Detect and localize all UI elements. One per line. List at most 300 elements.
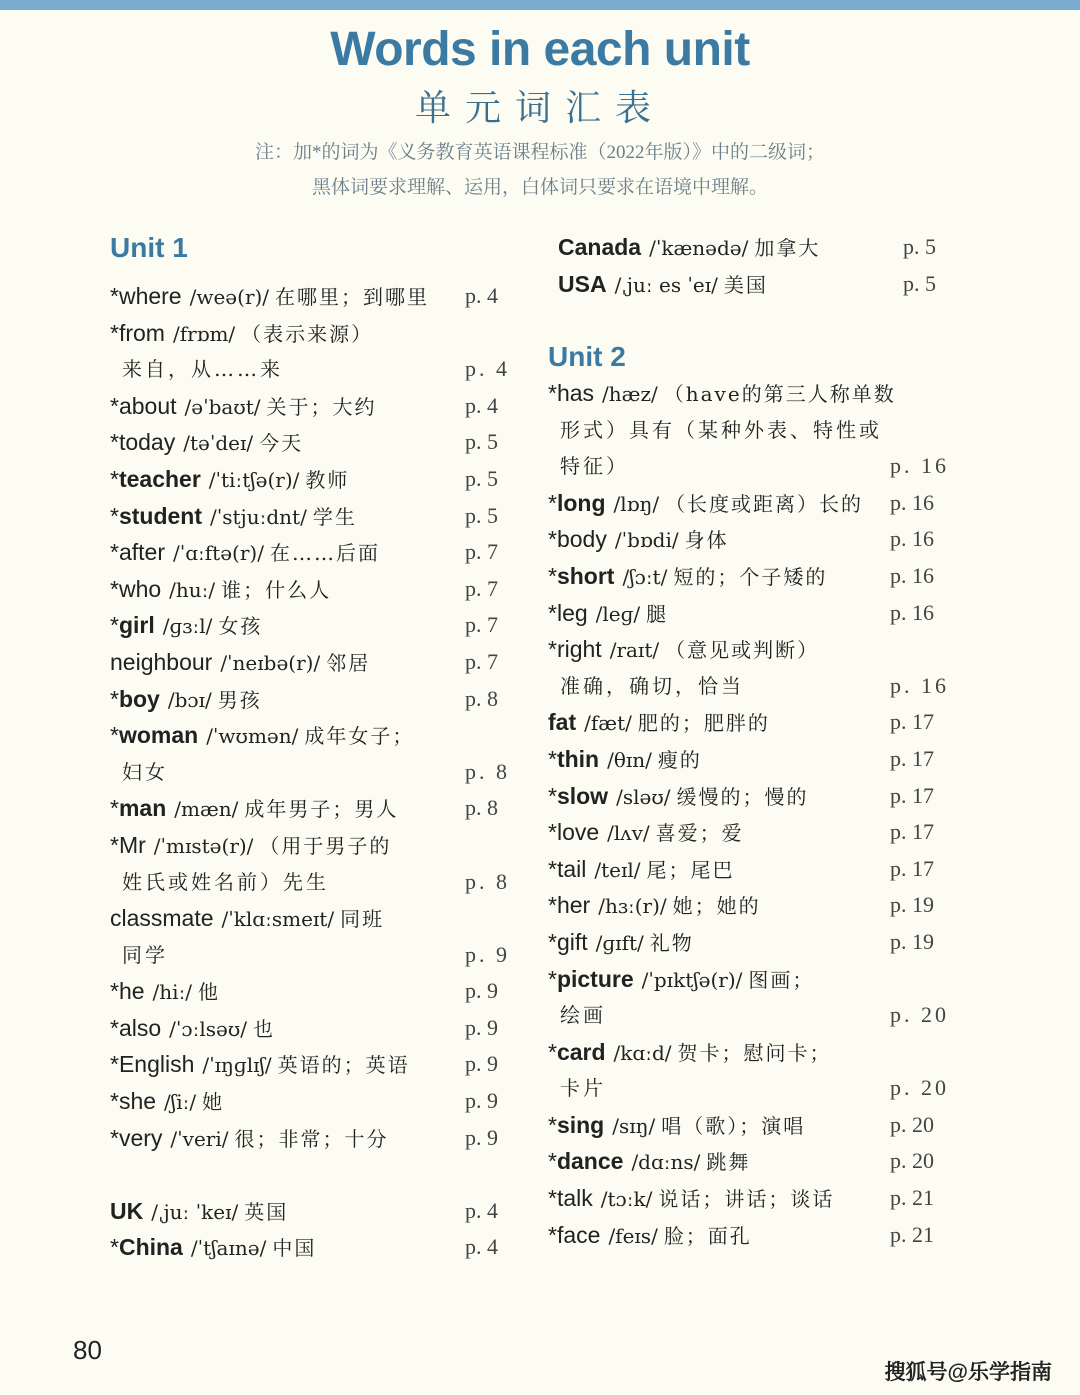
star-marker: * — [548, 1111, 557, 1138]
vocab-entry — [110, 644, 510, 681]
word-text — [548, 1112, 604, 1138]
vocab-entry-line — [110, 1229, 510, 1266]
chinese-meaning: 短的；个子矮的 — [673, 564, 828, 589]
meaning-continuation: 特征） p. 16 — [548, 448, 968, 485]
page-reference: p. 21 — [890, 1185, 934, 1211]
word-text — [110, 649, 212, 675]
star-marker: * — [548, 1038, 557, 1065]
chinese-meaning: 也 — [252, 1016, 275, 1041]
page-reference: p. 16 — [890, 562, 934, 588]
phonetic: /ˈveri/ — [170, 1126, 229, 1151]
vocab-entry — [548, 1217, 968, 1254]
vocab-entry — [110, 1120, 510, 1157]
star-marker: * — [110, 831, 119, 858]
vocab-entry-line — [110, 424, 510, 461]
vocab-entry-line — [548, 961, 968, 998]
page-reference: p. 17 — [890, 855, 934, 881]
vocab-entry — [548, 704, 968, 741]
word: he — [118, 978, 145, 1005]
phonetic: /ˈtiːtʃə(r)/ — [208, 467, 300, 492]
word-text — [548, 636, 602, 662]
page-reference: p. 20 — [890, 1002, 949, 1028]
vocab-entry-line — [110, 1120, 510, 1157]
star-marker: * — [548, 892, 557, 919]
vocab-entry — [110, 571, 510, 608]
phonetic: /θɪn/ — [607, 747, 652, 772]
chinese-meaning: （have的第三人称单数 — [663, 382, 896, 406]
word-text — [548, 709, 576, 735]
vocab-entry-line — [548, 887, 968, 924]
chinese-meaning: 谁；什么人 — [221, 577, 332, 602]
page-reference: p. 9 — [465, 1088, 498, 1114]
star-marker: * — [110, 1088, 119, 1115]
phonetic: /təˈdeɪ/ — [183, 431, 254, 456]
page-reference: p. 7 — [465, 648, 498, 674]
star-marker: * — [548, 526, 557, 553]
vocab-entry — [548, 851, 968, 888]
vocab-entry-line — [558, 266, 958, 303]
vocab-entry-line — [110, 973, 510, 1010]
phonetic: /weə(r)/ — [189, 285, 270, 309]
page-reference: p. 19 — [890, 928, 934, 954]
phonetic: /ˈɑːftə(r)/ — [172, 541, 264, 566]
phonetic: /ˈɪŋɡlɪʃ/ — [202, 1053, 272, 1078]
watermark: 搜狐号@乐学指南 — [884, 1361, 1052, 1384]
word: English — [118, 1051, 195, 1078]
page-reference: p. 9 — [465, 1124, 498, 1150]
vocab-entry — [548, 1034, 968, 1107]
word-text — [548, 856, 586, 882]
page-reference: p. 16 — [890, 489, 934, 515]
chinese-meaning: 腿 — [646, 601, 669, 626]
vocab-entry-line — [548, 1143, 968, 1180]
chinese-meaning: 加拿大 — [754, 236, 821, 260]
page-reference: p. 5 — [465, 429, 498, 455]
page-reference: p. 7 — [465, 612, 498, 638]
word: where — [118, 283, 182, 309]
page-reference: p. 4 — [465, 1234, 498, 1260]
star-marker: * — [548, 928, 557, 955]
star-marker: * — [110, 319, 119, 346]
word: student — [118, 502, 203, 529]
vocab-entry — [110, 315, 510, 388]
word: card — [556, 1038, 606, 1065]
word-text — [548, 746, 599, 772]
word: also — [118, 1014, 162, 1041]
star-marker: * — [548, 1148, 557, 1175]
star-marker: * — [110, 1234, 119, 1261]
note-line-1: 注：加*的词为《义务教育英语课程标准（2022年版）》中的二级词； — [254, 142, 825, 163]
chinese-meaning: 在……后面 — [269, 541, 380, 566]
vocab-entry-line — [548, 1107, 968, 1144]
vocab-entry-line — [110, 315, 510, 352]
vocab-entry — [110, 1010, 510, 1047]
chinese-meaning: 今天 — [259, 431, 304, 456]
vocab-entry-line — [110, 900, 510, 937]
vocab-entry-line — [110, 1193, 510, 1230]
word-text — [548, 490, 606, 516]
vocab-entry — [110, 1229, 510, 1266]
word: teacher — [118, 465, 201, 492]
word: man — [118, 795, 167, 822]
word-text — [548, 1185, 593, 1211]
meaning-continuation: 同学 p. 9 — [110, 937, 510, 974]
phonetic: /mæn/ — [174, 797, 239, 822]
chinese-meaning: 英国 — [244, 1199, 289, 1224]
chinese-meaning: 肥的；肥胖的 — [637, 711, 770, 736]
word: body — [556, 526, 607, 553]
word: UK — [110, 1197, 144, 1224]
word-text — [558, 271, 607, 297]
chinese-meaning: 成年女子； — [304, 724, 415, 749]
vocab-entry-line — [110, 1010, 510, 1047]
page-reference: p. 19 — [890, 892, 934, 918]
phonetic: /lʌv/ — [607, 821, 650, 846]
vocab-entry — [110, 388, 510, 425]
page-reference: p. 9 — [465, 1014, 498, 1040]
meaning-continuation: 姓氏或姓名前）先生 p. 8 — [110, 864, 510, 901]
phonetic: /ˈklɑːsmeɪt/ — [221, 907, 335, 932]
page-reference: p. 8 — [465, 685, 498, 711]
phonetic: /ˈneɪbə(r)/ — [220, 650, 321, 675]
word: Canada — [558, 234, 642, 260]
vocab-entry-line — [548, 521, 968, 558]
vocab-entry — [548, 814, 968, 851]
word: from — [118, 319, 165, 346]
star-marker: * — [548, 636, 557, 663]
chinese-meaning: （表示来源） — [241, 321, 374, 346]
meaning-continuation: 形式）具有（某种外表、特性或 — [560, 417, 882, 442]
vocab-entry-line — [110, 644, 510, 681]
vocab-entry — [548, 375, 968, 485]
word-text — [110, 393, 177, 419]
vocab-entry-line — [558, 229, 958, 266]
vocab-entry — [110, 790, 510, 827]
phonetic: /ˈkænədə/ — [649, 236, 749, 260]
word: love — [556, 819, 600, 846]
chinese-meaning: 喜爱；爱 — [655, 821, 744, 846]
vocab-entry-line — [110, 388, 510, 425]
word: China — [118, 1234, 183, 1261]
word-text — [110, 795, 166, 821]
vocab-entry — [548, 1180, 968, 1217]
list-gap — [110, 1156, 510, 1193]
chinese-meaning: 在哪里；到哪里 — [275, 285, 430, 309]
vocab-entry — [110, 607, 510, 644]
star-marker: * — [548, 380, 557, 406]
chinese-meaning: （意见或判断） — [665, 638, 820, 663]
top-accent-bar — [0, 0, 1080, 10]
word: her — [556, 892, 591, 919]
chinese-meaning: 女孩 — [218, 614, 263, 639]
vocab-entry — [548, 961, 968, 1034]
star-marker: * — [110, 1124, 119, 1151]
vocab-entry-line — [110, 461, 510, 498]
vocab-entry — [548, 631, 968, 704]
vocab-entry — [110, 1046, 510, 1083]
country-list-top — [558, 229, 958, 302]
unit-2-column — [548, 333, 968, 1253]
meaning-continuation: 妇女 p. 8 — [110, 754, 510, 791]
word-text — [110, 320, 165, 346]
vocab-entry — [110, 461, 510, 498]
vocab-entry-line — [548, 558, 968, 595]
vocab-entry-line — [548, 778, 968, 815]
page-reference: p. 9 — [465, 1051, 498, 1077]
word: face — [556, 1221, 601, 1248]
chinese-meaning: 唱（歌）；演唱 — [661, 1113, 806, 1138]
page-reference: p. 20 — [890, 1075, 949, 1101]
page-number: 80 — [73, 1335, 102, 1365]
chinese-meaning: 英语的；英语 — [277, 1053, 410, 1078]
word: thin — [556, 745, 600, 772]
vocab-entry — [110, 424, 510, 461]
vocab-entry-line — [110, 278, 510, 315]
vocab-entry — [548, 595, 968, 632]
star-marker: * — [548, 965, 557, 992]
vocab-entry-line — [548, 851, 968, 888]
vocab-entry-line — [110, 790, 510, 827]
word-text — [110, 1088, 156, 1114]
vocab-entry — [548, 778, 968, 815]
country-list — [558, 229, 958, 302]
phonetic: /ˈmɪstə(r)/ — [153, 833, 254, 858]
phonetic: /kɑːd/ — [613, 1040, 672, 1065]
word: after — [118, 539, 165, 566]
phonetic: /ˈbɒdi/ — [614, 528, 679, 553]
phonetic: /huː/ — [169, 577, 216, 602]
star-marker: * — [110, 612, 119, 639]
unit-1-list — [110, 278, 510, 1266]
vocab-entry-line — [548, 924, 968, 961]
chinese-meaning: 美国 — [723, 272, 768, 297]
vocab-entry-line — [110, 827, 510, 864]
page-reference: p. 9 — [465, 978, 498, 1004]
word: fat — [548, 709, 577, 736]
phonetic: /leɡ/ — [595, 601, 641, 626]
phonetic: /hiː/ — [152, 980, 193, 1005]
page-reference: p. 16 — [890, 526, 934, 552]
vocab-entry — [110, 681, 510, 718]
vocab-entry-line — [110, 498, 510, 535]
phonetic: /ʃiː/ — [164, 1090, 197, 1115]
chinese-meaning: （长度或距离）长的 — [665, 491, 864, 516]
word-text — [110, 429, 175, 455]
vocab-entry — [110, 534, 510, 571]
phonetic: /sɪŋ/ — [612, 1113, 656, 1138]
unit-2-heading: Unit 2 — [548, 341, 626, 372]
chinese-meaning: 关于；大约 — [266, 394, 377, 419]
phonetic: /raɪt/ — [609, 638, 660, 663]
chinese-meaning: 图画； — [748, 967, 815, 992]
word: about — [118, 392, 177, 419]
phonetic: /əˈbaʊt/ — [184, 394, 261, 419]
star-marker: * — [110, 795, 119, 822]
vocab-entry — [548, 1107, 968, 1144]
word-text — [110, 1051, 194, 1077]
vocab-entry — [548, 887, 968, 924]
vocab-entry-line — [548, 1217, 968, 1254]
word-text — [548, 563, 614, 589]
word: short — [556, 562, 615, 589]
word-text — [110, 1198, 143, 1224]
star-marker: * — [548, 489, 557, 516]
unit-1-column — [110, 224, 510, 1266]
chinese-meaning: 他 — [198, 980, 221, 1005]
star-marker: * — [548, 855, 557, 882]
chinese-meaning: 同班 — [340, 907, 385, 932]
page-title: Words in each unit — [330, 23, 750, 76]
word-text — [110, 1125, 162, 1151]
vocab-entry-line — [110, 681, 510, 718]
vocab-entry — [110, 717, 510, 790]
word: she — [118, 1088, 157, 1115]
word-text — [548, 929, 588, 955]
word-text — [110, 466, 201, 492]
phonetic: /lɒŋ/ — [613, 491, 660, 516]
page-reference: p. 4 — [465, 356, 510, 382]
phonetic: /feɪs/ — [608, 1223, 658, 1248]
star-marker: * — [548, 745, 557, 772]
chinese-meaning: 男孩 — [217, 687, 262, 712]
word-text — [110, 722, 198, 748]
word-text — [548, 1222, 600, 1248]
phonetic: /bɔɪ/ — [167, 687, 212, 712]
word-text — [110, 978, 145, 1004]
phonetic: /ʃɔːt/ — [622, 564, 668, 589]
word: neighbour — [110, 648, 213, 675]
word-text — [110, 1234, 183, 1260]
vocab-entry — [548, 558, 968, 595]
vocab-entry — [110, 278, 510, 315]
star-marker: * — [110, 722, 119, 749]
vocab-entry-line — [548, 485, 968, 522]
star-marker: * — [548, 782, 557, 809]
page-reference: p. 17 — [890, 782, 934, 808]
word: talk — [556, 1185, 593, 1212]
star-marker: * — [548, 562, 557, 589]
page-reference: p. 20 — [890, 1148, 934, 1174]
vocab-entry — [548, 485, 968, 522]
page-reference: p. 4 — [465, 283, 498, 308]
vocab-entry-line — [548, 631, 968, 668]
chinese-meaning: 教师 — [305, 467, 350, 492]
word-text — [110, 576, 161, 602]
page-reference: p. 5 — [465, 502, 498, 528]
phonetic: /ɡɜːl/ — [162, 614, 213, 639]
vocab-entry-line — [548, 1034, 968, 1071]
word: today — [118, 429, 176, 456]
phonetic: /ˈtʃaɪnə/ — [190, 1236, 267, 1261]
phonetic: /ˈpɪktʃə(r)/ — [641, 967, 743, 992]
page-reference: p. 17 — [890, 745, 934, 771]
chinese-meaning: 学生 — [312, 504, 357, 529]
vocab-entry — [110, 1083, 510, 1120]
phonetic: /hɜː(r)/ — [598, 894, 667, 919]
word: picture — [556, 965, 634, 992]
vocab-entry — [558, 229, 958, 266]
word: sing — [556, 1111, 605, 1138]
vocab-entry — [548, 924, 968, 961]
vocab-entry — [548, 1143, 968, 1180]
page-reference: p. 17 — [890, 709, 934, 735]
word: boy — [118, 685, 160, 712]
vocab-entry-line — [548, 741, 968, 778]
chinese-meaning: 缓慢的；慢的 — [676, 784, 809, 809]
star-marker: * — [548, 1221, 557, 1248]
chinese-meaning: 很；非常；十分 — [234, 1126, 389, 1151]
word-text — [110, 539, 165, 565]
word-text — [548, 1039, 606, 1065]
phonetic: /sləʊ/ — [616, 784, 671, 809]
phonetic: /ˈwʊmən/ — [206, 724, 299, 749]
phonetic: /tɔːk/ — [600, 1187, 653, 1212]
word-text — [548, 892, 590, 918]
page-reference: p. 8 — [465, 868, 510, 894]
vocab-entry-line — [548, 1180, 968, 1217]
page-reference: p. 16 — [890, 672, 949, 698]
chinese-meaning: 尾；尾巴 — [646, 857, 735, 882]
star-marker: * — [548, 1185, 557, 1212]
meaning-continuation: 绘画 p. 20 — [548, 997, 968, 1034]
phonetic: /ˌjuː es ˈeɪ/ — [614, 272, 718, 297]
chinese-meaning: 贺卡；慰问卡； — [677, 1040, 832, 1065]
phonetic: /ˈɔːlsəʊ/ — [169, 1016, 247, 1041]
page-reference: p. 4 — [465, 1197, 498, 1223]
word-text — [548, 819, 599, 845]
vocab-entry-line — [110, 534, 510, 571]
word-text — [110, 1015, 161, 1041]
page-reference: p. 7 — [465, 575, 498, 601]
chinese-meaning: 瘦的 — [657, 747, 702, 772]
vocab-entry-line — [110, 1083, 510, 1120]
word-text — [110, 612, 155, 638]
page-reference: p. 16 — [890, 599, 934, 625]
page-reference: p. 20 — [890, 1111, 934, 1137]
phonetic: /ˌjuː ˈkeɪ/ — [151, 1199, 239, 1224]
star-marker: * — [110, 1051, 119, 1078]
word-text — [548, 1148, 623, 1174]
meaning-continuation: 来自，从……来 p. 4 — [110, 351, 510, 388]
chinese-meaning: （用于男子的 — [259, 833, 392, 858]
word-text — [558, 234, 641, 260]
phonetic: /teɪl/ — [594, 857, 641, 882]
word-text — [110, 503, 202, 529]
phonetic: /hæz/ — [602, 382, 658, 406]
page-reference: p. 5 — [903, 234, 936, 259]
word-text — [548, 966, 634, 992]
vocab-entry — [110, 1193, 510, 1230]
vocab-entry — [548, 741, 968, 778]
page-reference: p. 21 — [890, 1221, 934, 1247]
vocab-entry — [548, 521, 968, 558]
vocab-entry-line — [548, 375, 968, 412]
word: woman — [118, 722, 199, 749]
vocab-entry — [110, 827, 510, 900]
word-text — [548, 526, 607, 552]
word: girl — [118, 612, 155, 639]
word-text — [548, 783, 608, 809]
vocab-entry — [110, 900, 510, 973]
star-marker: * — [548, 819, 557, 846]
chinese-meaning: 邻居 — [326, 650, 371, 675]
word: USA — [558, 270, 607, 297]
word: long — [556, 489, 606, 516]
vocab-entry-line — [110, 717, 510, 754]
page-reference: p. 5 — [903, 270, 936, 296]
word: dance — [556, 1148, 624, 1175]
chinese-meaning: 中国 — [272, 1236, 317, 1261]
